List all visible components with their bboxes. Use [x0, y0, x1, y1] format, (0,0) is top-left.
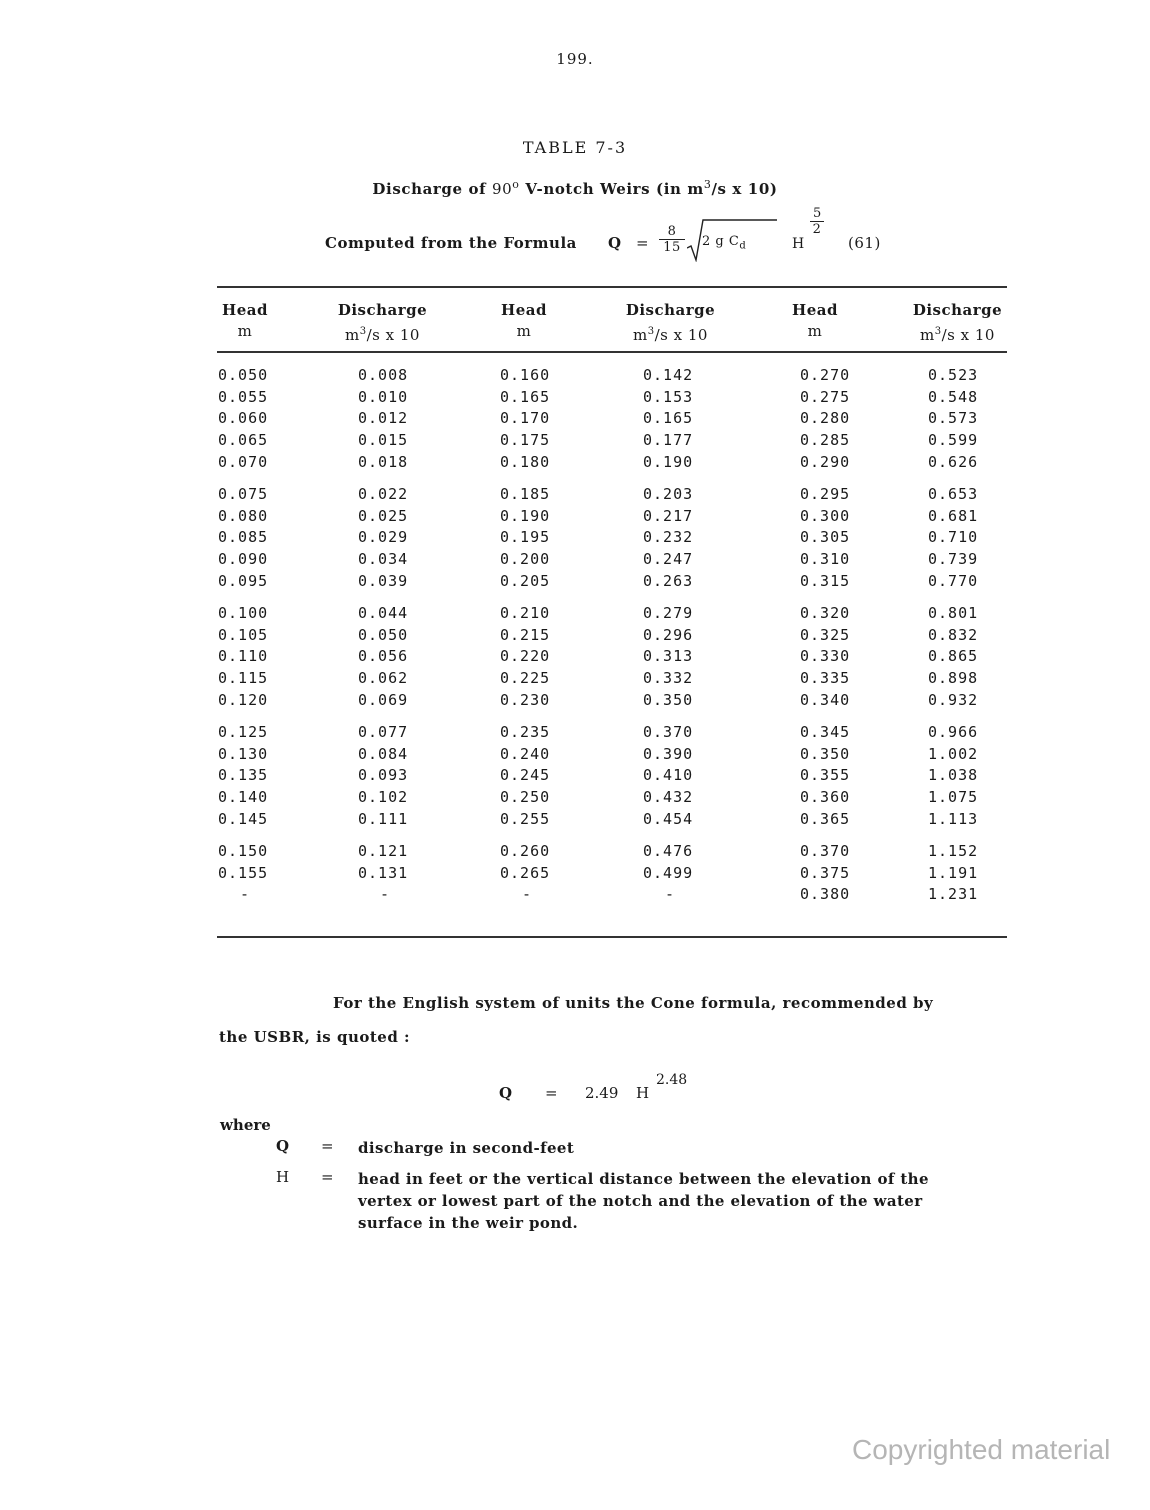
column-header-discharge-3: Discharge $m^3/s$ x 10: [912, 301, 1003, 344]
table-cell: 0.499: [643, 863, 694, 882]
table-cell: 0.131: [358, 863, 409, 882]
table-cell: 0.966: [928, 723, 979, 741]
table-cell: 0.573: [928, 409, 979, 428]
table-cell: 0.180: [500, 452, 551, 471]
table-subtitle: [0, 178, 1150, 198]
table-title: TABLE 7-3: [522, 138, 628, 157]
table-cell: 0.077: [358, 723, 409, 741]
table-cell: 0.153: [643, 387, 694, 406]
equation-number: (61): [848, 234, 881, 252]
table-cell: 1.231: [928, 885, 979, 904]
definition-symbol: H: [276, 1168, 290, 1186]
subtitle-exp: 3: [703, 178, 712, 191]
table-cell: 0.203: [643, 485, 694, 503]
table-cell: 0.681: [928, 506, 979, 525]
table-cell: 0.175: [500, 431, 551, 450]
table-cell: 0.190: [643, 452, 694, 471]
table-cell: 0.115: [218, 669, 269, 688]
table-cell: 0.315: [800, 571, 851, 590]
table-cell: -: [380, 885, 391, 904]
table-cell: 0.340: [800, 690, 851, 709]
table-cell: 0.739: [928, 550, 979, 569]
table-cell: 0.085: [218, 528, 269, 547]
table-cell: 0.548: [928, 387, 979, 406]
table-cell: 0.065: [218, 431, 269, 450]
table-cell: 0.102: [358, 788, 409, 807]
table-cell: 0.075: [218, 485, 269, 503]
column-header-head-1: Head m: [222, 301, 268, 340]
formula-exponent: $\frac{5}{2}$: [810, 206, 824, 238]
table-cell: 0.080: [218, 506, 269, 525]
page-number: 199.: [556, 50, 594, 68]
table-cell: 0.018: [358, 452, 409, 471]
table-cell: 0.165: [500, 387, 551, 406]
table-cell: 0.008: [358, 366, 409, 384]
table-cell: 0.370: [800, 842, 851, 860]
definition-equals: =: [321, 1137, 334, 1155]
table-cell: 0.305: [800, 528, 851, 547]
table-cell: 0.070: [218, 452, 269, 471]
table-cell: 0.454: [643, 809, 694, 828]
table-cell: 0.111: [358, 809, 409, 828]
table-cell: 0.263: [643, 571, 694, 590]
formula-equals: =: [636, 234, 650, 252]
table-cell: 0.142: [643, 366, 694, 384]
table-cell: 0.170: [500, 409, 551, 428]
table-cell: 0.135: [218, 766, 269, 785]
subtitle-angle: 90$^o$: [491, 178, 520, 198]
table-cell: 0.034: [358, 550, 409, 569]
table-cell: 0.069: [358, 690, 409, 709]
table-cell: 0.217: [643, 506, 694, 525]
table-cell: 0.280: [800, 409, 851, 428]
table-cell: 0.260: [500, 842, 551, 860]
where-label: where: [220, 1116, 271, 1134]
table-cell: 0.100: [218, 604, 269, 622]
table-cell: 0.056: [358, 647, 409, 666]
formula-lead: Computed from the Formula: [325, 234, 577, 252]
table-cell: 0.105: [218, 625, 269, 644]
table-cell: 0.290: [800, 452, 851, 471]
column-header-head-2: Head m: [501, 301, 547, 340]
table-cell: 0.476: [643, 842, 694, 860]
definition-text: head in feet or the vertical distance between the elevation of the vertex or lowest part of the notch and the elevation of the water surface in the weir pond.: [358, 1170, 929, 1232]
table-cell: 1.075: [928, 788, 979, 807]
table-cell: 0.345: [800, 723, 851, 741]
table-cell: 0.095: [218, 571, 269, 590]
formula-sqrt-body: 2 g $C_d$: [702, 234, 747, 252]
table-cell: 0.195: [500, 528, 551, 547]
table-cell: 0.060: [218, 409, 269, 428]
weir-formula: [325, 206, 925, 268]
table-cell: 0.245: [500, 766, 551, 785]
table-cell: 0.044: [358, 604, 409, 622]
table-cell: 0.523: [928, 366, 979, 384]
table-cell: 1.152: [928, 842, 979, 860]
table-cell: 0.220: [500, 647, 551, 666]
table-cell: -: [522, 885, 533, 904]
column-header-head-3: Head m: [792, 301, 838, 340]
table-cell: -: [240, 885, 251, 904]
table-cell: 0.770: [928, 571, 979, 590]
table-cell: 0.247: [643, 550, 694, 569]
table-cell: 0.932: [928, 690, 979, 709]
table-cell: 0.255: [500, 809, 551, 828]
table-cell: 0.832: [928, 625, 979, 644]
subtitle-suffix: /s x 10): [711, 180, 778, 198]
cone-exponent: 2.48: [656, 1072, 688, 1088]
table-cell: 0.084: [358, 744, 409, 763]
table-header-rule: [217, 351, 1007, 353]
table-cell: 0.145: [218, 809, 269, 828]
definition-equals: =: [321, 1168, 334, 1186]
table-cell: 0.165: [643, 409, 694, 428]
table-cell: 1.191: [928, 863, 979, 882]
table-cell: 0.130: [218, 744, 269, 763]
table-cell: 0.215: [500, 625, 551, 644]
table-top-rule: [217, 286, 1007, 288]
subtitle-prefix: Discharge of: [372, 180, 487, 198]
table-cell: 0.710: [928, 528, 979, 547]
subtitle-middle: V-notch Weirs (in m: [525, 180, 704, 198]
table-cell: 0.055: [218, 387, 269, 406]
table-cell: 0.012: [358, 409, 409, 428]
table-cell: 0.296: [643, 625, 694, 644]
table-cell: 0.062: [358, 669, 409, 688]
formula-q: Q: [608, 234, 622, 252]
table-cell: 0.093: [358, 766, 409, 785]
table-cell: 0.090: [218, 550, 269, 569]
table-cell: 0.140: [218, 788, 269, 807]
table-cell: 0.050: [218, 366, 269, 384]
cone-coefficient: 2.49: [585, 1084, 619, 1102]
table-cell: 0.250: [500, 788, 551, 807]
table-cell: 0.335: [800, 669, 851, 688]
table-cell: 0.355: [800, 766, 851, 785]
cone-h: H: [636, 1084, 650, 1102]
table-cell: 0.210: [500, 604, 551, 622]
table-cell: 0.125: [218, 723, 269, 741]
paragraph-line-1: For the English system of units the Cone formula, recommended by: [333, 994, 934, 1012]
table-cell: 0.110: [218, 647, 269, 666]
table-cell: 0.160: [500, 366, 551, 384]
table-cell: 0.310: [800, 550, 851, 569]
table-cell: 0.370: [643, 723, 694, 741]
table-cell: 0.275: [800, 387, 851, 406]
table-cell: 0.653: [928, 485, 979, 503]
definition-symbol: Q: [276, 1137, 290, 1155]
copyright-watermark: Copyrighted material: [852, 1434, 1111, 1465]
table-cell: 0.865: [928, 647, 979, 666]
table-cell: 0.010: [358, 387, 409, 406]
table-cell: 0.325: [800, 625, 851, 644]
table-cell: 0.015: [358, 431, 409, 450]
table-cell: 0.270: [800, 366, 851, 384]
table-cell: 0.150: [218, 842, 269, 860]
table-cell: 0.390: [643, 744, 694, 763]
formula-fraction: $\frac{8}{15}$: [659, 224, 685, 256]
definition-text: discharge in second-feet: [358, 1139, 575, 1157]
table-bottom-rule: [217, 936, 1007, 938]
column-header-discharge-1: Discharge $m^3/s$ x 10: [337, 301, 428, 344]
table-cell: 0.265: [500, 863, 551, 882]
table-cell: 0.230: [500, 690, 551, 709]
cone-equals: =: [545, 1084, 558, 1102]
table-cell: 0.232: [643, 528, 694, 547]
table-cell: -: [665, 885, 676, 904]
table-cell: 0.235: [500, 723, 551, 741]
table-cell: 0.330: [800, 647, 851, 666]
column-header-discharge-2: Discharge $m^3/s$ x 10: [625, 301, 716, 344]
table-cell: 0.626: [928, 452, 979, 471]
table-cell: 1.002: [928, 744, 979, 763]
table-cell: 1.038: [928, 766, 979, 785]
table-cell: 0.360: [800, 788, 851, 807]
table-cell: 0.320: [800, 604, 851, 622]
table-cell: 0.295: [800, 485, 851, 503]
table-cell: 0.380: [800, 885, 851, 904]
table-cell: 0.599: [928, 431, 979, 450]
table-cell: 0.121: [358, 842, 409, 860]
table-cell: 0.200: [500, 550, 551, 569]
table-cell: 0.375: [800, 863, 851, 882]
table-cell: 0.432: [643, 788, 694, 807]
formula-h: H: [792, 236, 805, 252]
table-cell: 0.801: [928, 604, 979, 622]
table-cell: 0.155: [218, 863, 269, 882]
table-cell: 0.350: [643, 690, 694, 709]
table-cell: 1.113: [928, 809, 979, 828]
paragraph-line-2: the USBR, is quoted :: [219, 1028, 411, 1046]
table-cell: 0.039: [358, 571, 409, 590]
table-cell: 0.185: [500, 485, 551, 503]
table-cell: 0.190: [500, 506, 551, 525]
table-cell: 0.313: [643, 647, 694, 666]
table-cell: 0.279: [643, 604, 694, 622]
table-cell: 0.050: [358, 625, 409, 644]
table-cell: 0.285: [800, 431, 851, 450]
table-cell: 0.350: [800, 744, 851, 763]
table-cell: 0.029: [358, 528, 409, 547]
table-cell: 0.332: [643, 669, 694, 688]
table-cell: 0.300: [800, 506, 851, 525]
table-cell: 0.410: [643, 766, 694, 785]
table-cell: 0.898: [928, 669, 979, 688]
cone-q: Q: [499, 1084, 513, 1102]
table-cell: 0.205: [500, 571, 551, 590]
table-cell: 0.240: [500, 744, 551, 763]
table-cell: 0.022: [358, 485, 409, 503]
table-cell: 0.177: [643, 431, 694, 450]
table-cell: 0.025: [358, 506, 409, 525]
table-cell: 0.365: [800, 809, 851, 828]
table-cell: 0.225: [500, 669, 551, 688]
table-cell: 0.120: [218, 690, 269, 709]
